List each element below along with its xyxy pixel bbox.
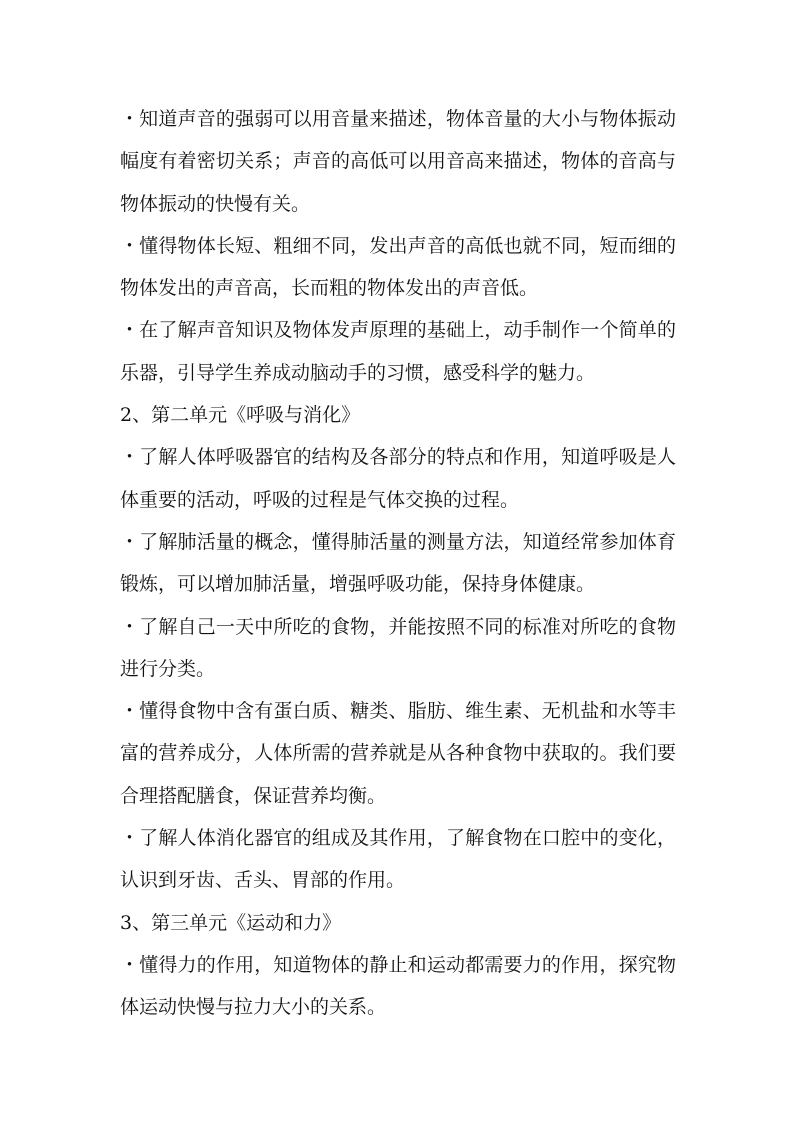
document-body (120, 98, 676, 1029)
paragraph-volume: ・知道声音的强弱可以用音量来描述，物体音量的大小与物体振动幅度有着密切关系；声音的高低可以用音高来描述，物体的音高与物体振动的快慢有关。 (120, 108, 676, 215)
paragraph-make-instrument: ・在了解声音知识及物体发声原理的基础上，动手制作一个简单的乐器，引导学生养成动脑动手的习惯，感受科学的魅力。 (120, 319, 676, 384)
paragraph-nutrition: ・懂得食物中含有蛋白质、糖类、脂肪、维生素、无机盐和水等丰富的营养成分，人体所需的营养就是从各种食物中获取的。我们要合理搭配膳食，保证营养均衡。 (120, 700, 676, 807)
paragraph-lung-capacity: ・了解肺活量的概念，懂得肺活量的测量方法，知道经常参加体育锻炼，可以增加肺活量，增强呼吸功能，保持身体健康。 (120, 530, 676, 596)
paragraph-digestive-organs: ・了解人体消化器官的组成及其作用，了解食物在口腔中的变化，认识到牙齿、舌头、胃部的作用。 (120, 827, 676, 892)
unit-heading-2: 2、第二单元《呼吸与消化》 (120, 404, 361, 427)
paragraph-daily-food: ・了解自己一天中所吃的食物，并能按照不同的标准对所吃的食物进行分类。 (120, 615, 676, 680)
paragraph-force: ・懂得力的作用，知道物体的静止和运动都需要力的作用，探究物体运动快慢与拉力大小的关系。 (120, 953, 676, 1019)
paragraph-respiratory-organs: ・了解人体呼吸器官的结构及各部分的特点和作用，知道呼吸是人体重要的活动，呼吸的过程是气体交换的过程。 (120, 446, 676, 511)
paragraph-length-thickness: ・懂得物体长短、粗细不同，发出声音的高低也就不同，短而细的物体发出的声音高，长而粗的物体发出的声音低。 (120, 234, 676, 300)
unit-heading-3: 3、第三单元《运动和力》 (120, 911, 342, 934)
